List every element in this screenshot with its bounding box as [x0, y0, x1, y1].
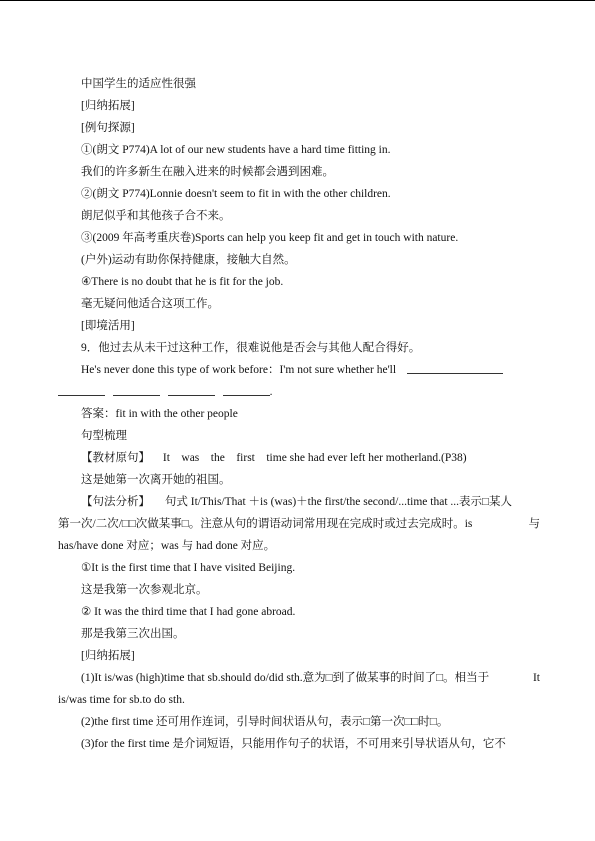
example-sentence: ②(朗文 P774)Lonnie doesn't seem to fit in with the other children. — [81, 188, 391, 200]
exercise-sentence — [81, 359, 503, 381]
section-heading: 句型梳理 — [81, 430, 127, 442]
analysis-line — [81, 491, 512, 513]
extension-line: (3)for the first time 是介词短语，只能用作句子的状语，不可用来引导状语从句，它不 — [81, 738, 506, 750]
analysis-text: 第一次/二次/□□次做某事□。注意从句的谓语动词常用现在完成时或过去完成时。is — [58, 518, 473, 530]
answer-line: 答案：fit in with the other people — [81, 408, 238, 420]
example-sentence: ①It is the first time that I have visited Beijing. — [81, 562, 296, 574]
section-heading: [归纳拓展] — [81, 650, 135, 662]
sentence-end: . — [269, 386, 273, 398]
extension-line: (2)the first time 还可用作连词，引导时间状语从句，表示□第一次□□时□。 — [81, 716, 449, 728]
analysis-line: has/have done 对应；was 与 had done 对应。 — [58, 540, 276, 552]
example-sentence: ③(2009 年高考重庆卷)Sports can help you keep fit and get in touch with nature. — [81, 232, 459, 244]
text-line: 中国学生的适应性很强 — [81, 78, 196, 90]
exercise-sentence-text: He's never done this type of work before：I'm not sure whether he'll — [81, 364, 397, 376]
answer-blank[interactable] — [58, 383, 105, 396]
translation-line: 我们的许多新生在融入进来的时候都会遇到困难。 — [81, 166, 334, 178]
label: 【句法分析】 — [81, 496, 150, 508]
section-heading: [归纳拓展] — [81, 100, 135, 112]
answer-blank[interactable] — [407, 361, 503, 374]
section-heading: [即境活用] — [81, 320, 135, 332]
answer-blank[interactable] — [113, 383, 160, 396]
extension-text: It — [532, 672, 540, 684]
translation-line: 毫无疑问他适合这项工作。 — [81, 298, 219, 310]
extension-line — [81, 667, 540, 689]
source-sentence — [81, 447, 467, 469]
analysis-line — [58, 513, 540, 535]
answer-blank[interactable] — [168, 383, 215, 396]
translation-line: 那是我第三次出国。 — [81, 628, 185, 640]
translation-line: (户外)运动有助你保持健康，接触大自然。 — [81, 254, 296, 266]
extension-text: (1)It is/was (high)time that sb.should do/did sth.意为□到了做某事的时间了□。相当于 — [81, 672, 490, 684]
translation-line: 朗尼似乎和其他孩子合不来。 — [81, 210, 231, 222]
example-sentence: ①(朗文 P774)A lot of our new students have a hard time fitting in. — [81, 144, 391, 156]
analysis-text: 与 — [528, 518, 540, 530]
exercise-question: 9．他过去从未干过这种工作，很难说他是否会与其他人配合得好。 — [81, 342, 421, 354]
label: 【教材原句】 — [81, 452, 150, 464]
example-sentence: ④There is no doubt that he is fit for the job. — [81, 276, 284, 288]
answer-blank[interactable] — [223, 383, 270, 396]
translation-line: 这是我第一次参观北京。 — [81, 584, 208, 596]
extension-line: is/was time for sb.to do sth. — [58, 694, 185, 706]
translation-line: 这是她第一次离开她的祖国。 — [81, 474, 231, 486]
example-sentence: ② It was the third time that I had gone abroad. — [81, 606, 296, 618]
section-heading: [例句探源] — [81, 122, 135, 134]
analysis-text: 句式 It/This/That ＋is (was)＋the first/the second/...time that ...表示□某人 — [164, 496, 512, 508]
source-sentence-text: It was the first time she had ever left her motherland.(P38) — [162, 452, 467, 464]
exercise-blank-line — [58, 381, 273, 403]
